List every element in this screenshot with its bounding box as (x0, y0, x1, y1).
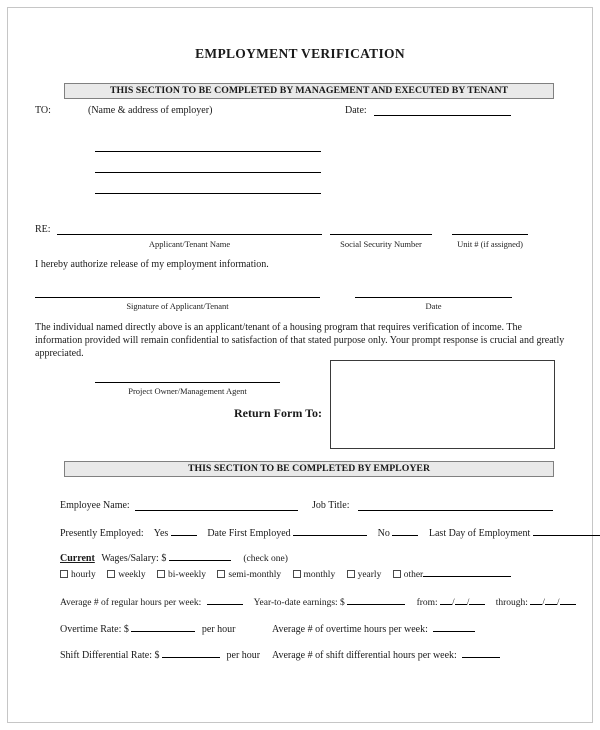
pay-option-other (393, 570, 512, 580)
applicant-signature-blank[interactable] (35, 288, 320, 298)
social-security-number-caption: Social Security Number (340, 239, 422, 249)
applicant-tenant-name-blank[interactable] (57, 225, 322, 235)
slash: / (542, 598, 545, 608)
unit-number-blank[interactable] (452, 225, 528, 235)
pay-option-yearly (347, 570, 382, 580)
avg-regular-hours-blank[interactable] (207, 595, 243, 605)
ytd-earnings-label: Year-to-date earnings: $ (253, 598, 345, 608)
management-agent-caption: Project Owner/Management Agent (128, 386, 247, 396)
pay-option-biweekly (157, 570, 206, 580)
yearly-label: yearly (357, 570, 382, 580)
from-month-blank[interactable] (440, 595, 452, 605)
avg-shift-hours-label: Average # of shift differential hours per week: (272, 650, 457, 661)
to-label: TO: (35, 105, 51, 116)
ytd-earnings-blank[interactable] (347, 595, 405, 605)
date-blank[interactable] (374, 106, 511, 116)
date-first-employed-blank[interactable] (293, 526, 367, 536)
slash: / (466, 598, 470, 608)
pay-frequency-row (60, 567, 580, 580)
semimonthly-label: semi-monthly (228, 570, 282, 580)
re-label: RE: (35, 224, 51, 235)
avg-shift-hours-blank[interactable] (462, 648, 500, 658)
re-row (0, 224, 600, 238)
wages-salary-label: Wages/Salary: $ (101, 553, 167, 564)
current-word: Current (60, 553, 95, 564)
shift-rate-group (60, 648, 260, 661)
tenant-section-header-text: THIS SECTION TO BE COMPLETED BY MANAGEMENT AND EXECUTED BY TENANT (109, 85, 509, 96)
management-agent-blank[interactable] (95, 373, 280, 383)
through-date-group (530, 598, 575, 608)
wages-salary-row (60, 551, 560, 564)
through-day-blank[interactable] (545, 595, 557, 605)
through-label: through: (495, 598, 528, 608)
return-address-box[interactable] (330, 360, 555, 449)
monthly-checkbox[interactable] (293, 570, 301, 578)
avg-shift-hours-group (272, 648, 500, 661)
to-date-row (0, 105, 600, 121)
employee-name-blank[interactable] (135, 501, 298, 511)
pay-option-monthly (293, 570, 336, 580)
biweekly-label: bi-weekly (168, 570, 206, 580)
biweekly-checkbox[interactable] (157, 570, 165, 578)
avg-overtime-hours-blank[interactable] (433, 622, 475, 632)
employer-address-line-1[interactable] (95, 142, 321, 152)
applicant-tenant-name-caption: Applicant/Tenant Name (148, 239, 231, 249)
pay-option-weekly (107, 570, 145, 580)
social-security-number-blank[interactable] (330, 225, 432, 235)
monthly-label: monthly (303, 570, 336, 580)
job-title-blank[interactable] (358, 501, 553, 511)
signature-date-blank[interactable] (355, 288, 512, 298)
employer-section-header-text: THIS SECTION TO BE COMPLETED BY EMPLOYER (187, 463, 431, 474)
shift-rate-label: Shift Differential Rate: $ (60, 650, 160, 661)
employer-address-line-2[interactable] (95, 163, 321, 173)
shift-rate-blank[interactable] (162, 648, 220, 658)
unit-number-caption: Unit # (if assigned) (457, 239, 523, 249)
presently-employed-row (60, 526, 560, 539)
last-day-blank[interactable] (533, 526, 600, 536)
authorization-statement: I hereby authorize release of my employment information. (35, 259, 269, 270)
from-label: from: (416, 598, 438, 608)
pay-option-semimonthly (217, 570, 281, 580)
avg-regular-hours-label: Average # of regular hours per week: (60, 598, 202, 608)
document-title: EMPLOYMENT VERIFICATION (195, 46, 405, 61)
from-year-blank[interactable] (469, 595, 485, 605)
other-label: other (403, 570, 424, 580)
date-first-employed-label: Date First Employed (207, 528, 291, 539)
employee-name-row (0, 500, 600, 514)
job-title-label: Job Title: (312, 500, 350, 511)
per-hour-label: per hour (226, 650, 261, 661)
employer-name-address-hint: (Name & address of employer) (88, 105, 213, 116)
presently-employed-label: Presently Employed: (60, 528, 144, 539)
employer-address-line-3[interactable] (95, 184, 321, 194)
slash: / (556, 598, 560, 608)
avg-overtime-hours-group (272, 622, 475, 635)
hourly-checkbox[interactable] (60, 570, 68, 578)
other-blank[interactable] (423, 567, 511, 577)
regular-hours-row (60, 595, 570, 608)
tenant-section-header (64, 83, 554, 99)
weekly-label: weekly (118, 570, 146, 580)
signature-caption: Signature of Applicant/Tenant (126, 301, 229, 311)
employee-name-label: Employee Name: (60, 500, 130, 511)
re-captions-row (0, 239, 600, 251)
other-checkbox[interactable] (393, 570, 401, 578)
overtime-rate-group (60, 622, 235, 635)
through-year-blank[interactable] (560, 595, 576, 605)
from-day-blank[interactable] (455, 595, 467, 605)
avg-overtime-hours-label: Average # of overtime hours per week: (272, 624, 428, 635)
from-date-group (440, 598, 493, 608)
overtime-rate-blank[interactable] (131, 622, 195, 632)
notice-paragraph: The individual named directly above is an applicant/tenant of a housing program that requires verification of income. The information provided will remain confidential to satisfaction of that stated purpose only. Your prompt response is crucial and greatly appreciated. (35, 322, 565, 360)
return-form-to-label: Return Form To: (234, 406, 322, 420)
no-label: No (377, 528, 390, 539)
weekly-checkbox[interactable] (107, 570, 115, 578)
yearly-checkbox[interactable] (347, 570, 355, 578)
through-month-blank[interactable] (530, 595, 542, 605)
slash: / (452, 598, 455, 608)
per-hour-label: per hour (201, 624, 236, 635)
overtime-rate-label: Overtime Rate: $ (60, 624, 129, 635)
check-one-label: (check one) (243, 554, 288, 564)
semimonthly-checkbox[interactable] (217, 570, 225, 578)
signature-date-caption: Date (425, 301, 442, 311)
yes-label: Yes (153, 528, 169, 539)
date-label: Date: (345, 105, 367, 116)
signature-captions-row (0, 301, 600, 313)
yes-blank[interactable] (171, 526, 197, 536)
pay-option-hourly (60, 570, 96, 580)
no-blank[interactable] (392, 526, 418, 536)
wages-salary-blank[interactable] (169, 551, 231, 561)
employer-section-header (64, 461, 554, 477)
hourly-label: hourly (71, 570, 96, 580)
last-day-label: Last Day of Employment (428, 528, 531, 539)
